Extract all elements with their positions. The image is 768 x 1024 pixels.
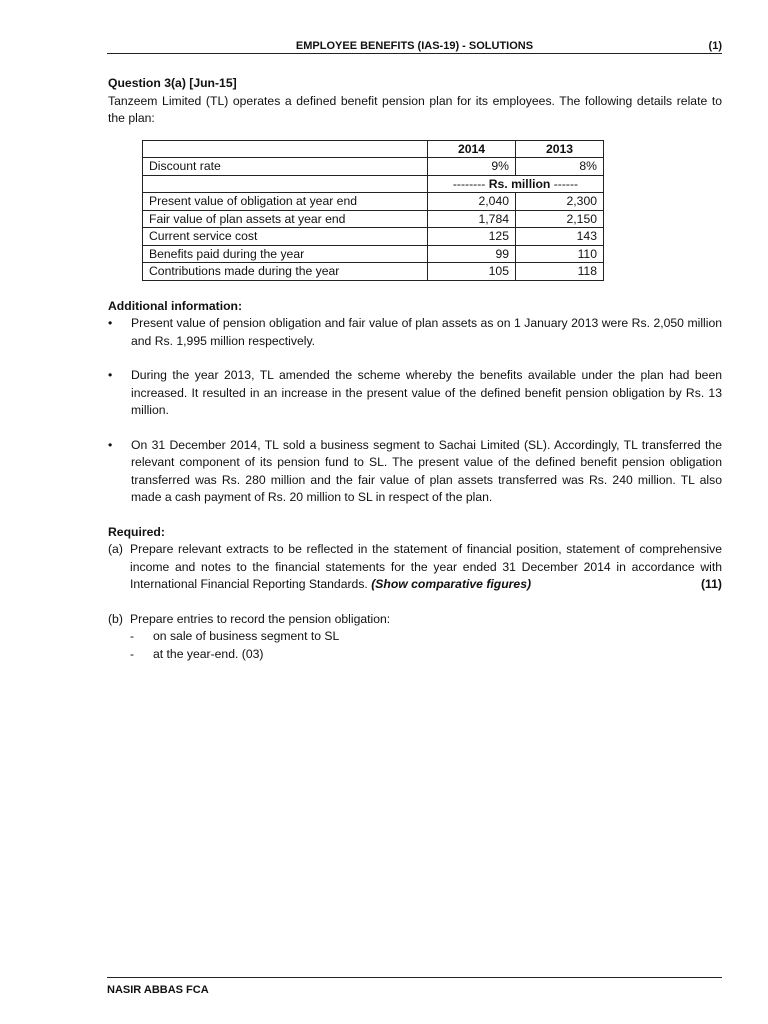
bullet-marker: •: [108, 437, 113, 452]
row-value-2014: 9%: [428, 158, 516, 176]
page-number: (1): [708, 40, 722, 52]
list-item-text: During the year 2013, TL amended the scheme whereby the benefits available under the plan had been increased. It resulted in an increase in the present value of the defined benefit pension obligation by Rs. 13 million.: [131, 368, 722, 417]
footer-author: NASIR ABBAS FCA: [107, 984, 209, 996]
required-title: Required:: [108, 524, 165, 539]
list-item-text: Present value of pension obligation and fair value of plan assets as on 1 January 2013 were Rs. 2,050 million and Rs. 1,995 million respectively.: [131, 316, 722, 348]
part-b-subitem: [108, 628, 722, 646]
question-intro: Tanzeem Limited (TL) operates a defined benefit pension plan for its employees. The following details relate to the plan:: [108, 93, 722, 125]
table-header-row: [143, 140, 604, 158]
list-item: [108, 437, 722, 507]
table-row: [143, 193, 604, 211]
list-item: [108, 367, 722, 420]
row-label: Present value of obligation at year end: [143, 193, 428, 211]
unit-label-cell: [428, 175, 604, 193]
row-value-2014: 2,040: [428, 193, 516, 211]
table-row: [143, 210, 604, 228]
bullet-marker: •: [108, 368, 113, 382]
unit-suffix: ------: [550, 176, 579, 191]
row-value-2013: 2,300: [516, 193, 604, 211]
part-a-text: Prepare relevant extracts to be reflected in the statement of financial position, statement of comprehensive income and notes to the financial statements for the year ended 31 December 2014 in accordance with International Financial Reporting Standards.: [130, 542, 722, 591]
column-header-2014: 2014: [428, 140, 516, 158]
part-a-marks: (11): [700, 577, 722, 591]
row-value-2013: 143: [516, 228, 604, 246]
part-b-subitem-text: at the year-end.: [153, 646, 239, 661]
required-part-a: [108, 541, 722, 594]
row-value-2013: 2,150: [516, 210, 604, 228]
part-b-label: (b): [108, 611, 123, 626]
additional-info-title: Additional information:: [108, 298, 243, 313]
table-header-blank: [143, 140, 428, 158]
question-content: [108, 75, 722, 663]
row-value-2013: 110: [516, 245, 604, 263]
table-unit-row: [143, 175, 604, 193]
dash-marker: -: [130, 629, 135, 643]
question-title: Question 3(a) [Jun-15]: [108, 76, 237, 90]
row-label: Discount rate: [143, 158, 428, 176]
row-label: Current service cost: [143, 228, 428, 246]
column-header-2013: 2013: [516, 140, 604, 158]
additional-info-list: [108, 315, 722, 507]
dash-marker: -: [130, 646, 135, 661]
row-value-2014: 125: [428, 228, 516, 246]
row-value-2013: 8%: [516, 158, 604, 176]
row-label: Contributions made during the year: [143, 263, 428, 281]
table-row: [143, 245, 604, 263]
page-header: [107, 37, 722, 54]
list-item-text: On 31 December 2014, TL sold a business segment to Sachai Limited (SL). Accordingly, TL transferred the relevant component of its pension fund to SL. The present value of the defined benefit pension obligation transferred was Rs. 280 million and the fair value of plan assets transferred was Rs. 240 million. TL also made a cash payment of Rs. 20 million to SL in respect of the plan.: [131, 437, 722, 504]
part-b-marks: (03): [241, 646, 264, 661]
header-title: EMPLOYEE BENEFITS (IAS-19) - SOLUTIONS: [295, 40, 534, 52]
table-row: [143, 263, 604, 281]
row-value-2013: 118: [516, 263, 604, 281]
table-row: [143, 228, 604, 246]
row-value-2014: 1,784: [428, 210, 516, 228]
part-a-emphasis: (Show comparative figures): [371, 577, 532, 591]
plan-details-table: [142, 140, 604, 281]
unit-row-blank: [143, 175, 428, 193]
unit-prefix: --------: [452, 176, 489, 191]
bullet-marker: •: [108, 316, 113, 330]
table-row-discount-rate: [143, 158, 604, 176]
part-b-subitem: [108, 646, 722, 664]
row-value-2014: 105: [428, 263, 516, 281]
page-footer: [107, 977, 722, 996]
row-label: Benefits paid during the year: [143, 245, 428, 263]
part-b-text: Prepare entries to record the pension obligation:: [130, 611, 391, 626]
part-b-subitem-text: on sale of business segment to SL: [153, 629, 340, 643]
list-item: [108, 315, 722, 350]
required-part-b: [108, 611, 722, 629]
row-label: Fair value of plan assets at year end: [143, 210, 428, 228]
unit-label: Rs. million: [488, 176, 551, 191]
row-value-2014: 99: [428, 245, 516, 263]
part-a-label: (a): [108, 542, 123, 556]
